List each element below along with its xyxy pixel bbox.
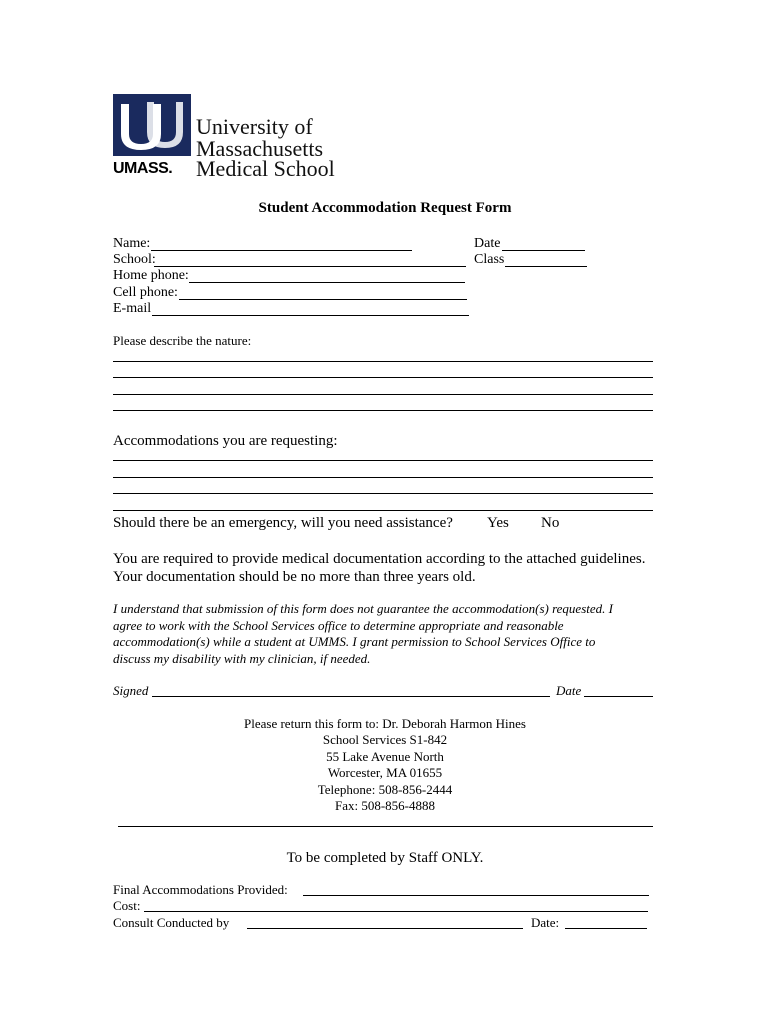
accommodations-line[interactable] [113, 477, 653, 478]
accommodations-line[interactable] [113, 493, 653, 494]
consult-line[interactable] [247, 928, 523, 929]
return-address-line-1: Please return this form to: Dr. Deborah Harmon Hines [244, 716, 526, 731]
disclaimer-line-4: discuss my disability with my clinician, if needed. [113, 651, 371, 666]
consult-label: Consult Conducted by [113, 915, 230, 930]
describe-line[interactable] [113, 377, 653, 378]
signed-label: Signed [113, 683, 149, 698]
cost-label: Cost: [113, 898, 141, 913]
accommodations-line[interactable] [113, 460, 653, 461]
disclaimer-line-3: accommodation(s) while a student at UMMS. I grant permission to School Services Office to [113, 634, 596, 649]
email-field-line[interactable] [152, 315, 469, 316]
cell-phone-field-line[interactable] [179, 299, 467, 300]
consult-date-label: Date: [531, 915, 560, 930]
signature-line[interactable] [152, 696, 550, 697]
section-divider [118, 826, 653, 827]
disclaimer-line-2: agree to work with the School Services office to determine appropriate and reasonable [113, 618, 564, 633]
logo-text-umass: UMASS. [113, 160, 173, 177]
logo-text-university: University of [196, 114, 313, 139]
cost-line[interactable] [144, 911, 648, 912]
describe-line[interactable] [113, 361, 653, 362]
date-field-line[interactable] [502, 250, 585, 251]
class-label: Class [474, 252, 505, 267]
return-address-telephone: Telephone: 508-856-2444 [317, 782, 453, 797]
email-label: E-mail [113, 301, 152, 316]
home-phone-label: Home phone: [113, 268, 189, 283]
school-field-line[interactable] [154, 266, 466, 267]
consult-date-line[interactable] [565, 928, 647, 929]
umass-medical-logo [113, 94, 343, 180]
describe-line[interactable] [113, 410, 653, 411]
return-address-line-3: 55 Lake Avenue North [326, 749, 444, 764]
signature-date-label: Date [556, 683, 582, 698]
logo-text-massachusetts: Massachusetts [196, 136, 324, 161]
form-title: Student Accommodation Request Form [258, 200, 512, 216]
school-label: School: [113, 252, 156, 267]
describe-label: Please describe the nature: [113, 333, 252, 348]
date-label: Date [474, 236, 501, 251]
staff-heading: To be completed by Staff ONLY. [286, 850, 484, 866]
accommodations-line[interactable] [113, 510, 653, 511]
final-accommodations-line[interactable] [303, 895, 649, 896]
return-address-fax: Fax: 508-856-4888 [334, 798, 436, 813]
emergency-question: Should there be an emergency, will you need assistance? [113, 515, 453, 531]
emergency-no-option[interactable]: No [541, 515, 560, 531]
cell-phone-label: Cell phone: [113, 285, 178, 300]
disclaimer-line-1: I understand that submission of this form does not guarantee the accommodation(s) requested. I [113, 601, 613, 616]
emergency-yes-option[interactable]: Yes [487, 515, 509, 531]
documentation-line-2: Your documentation should be no more than three years old. [113, 569, 476, 585]
home-phone-field-line[interactable] [189, 282, 465, 283]
class-field-line[interactable] [505, 266, 587, 267]
signature-date-line[interactable] [584, 696, 653, 697]
umass-u-monogram-icon [113, 94, 191, 156]
name-field-line[interactable] [151, 250, 412, 251]
describe-line[interactable] [113, 394, 653, 395]
return-address-line-2: School Services S1-842 [322, 732, 448, 747]
return-address-line-4: Worcester, MA 01655 [327, 765, 443, 780]
name-label: Name: [113, 236, 151, 251]
accommodations-label: Accommodations you are requesting: [113, 433, 338, 449]
final-accommodations-label: Final Accommodations Provided: [113, 882, 288, 897]
documentation-line-1: You are required to provide medical documentation according to the attached guidelines. [113, 551, 646, 567]
logo-text-medical-school: Medical School [196, 156, 335, 181]
